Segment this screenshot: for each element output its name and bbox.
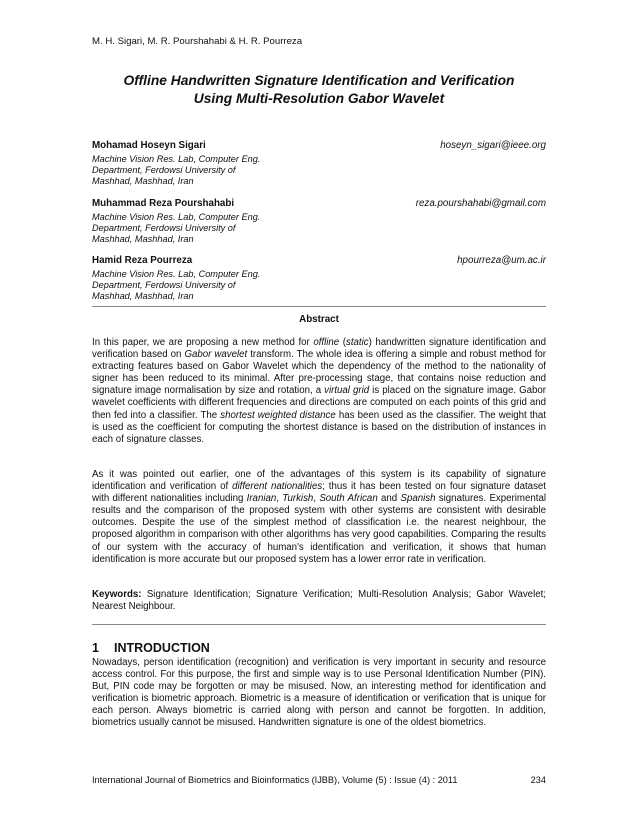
section-heading xyxy=(92,641,210,655)
page-number: 234 xyxy=(530,775,546,785)
abstract-paragraph-2: As it was pointed out earlier, one of the advantages of this system is its capability of signature identification and verification of different nationalities; thus it has been tested on four signature dataset with different nationalities including Iranian, Turkish, South African and Spanish signatures. Experimental results and the comparison of the proposed system with other systems are consistent with desirable outcomes. Despite the use of the simplest method of classification i.e. the nearest neighbour, the proposed algorithm in comparison with other algorithms has very good capabilities. Comparing the results of our system with the accuracy of human's identification and verification, it shows that human identification is more accurate but our proposed system has a lower error rate in verification. xyxy=(92,469,547,565)
title-line-2: Using Multi-Resolution Gabor Wavelet xyxy=(193,91,445,106)
author-email[interactable]: hpourreza@um.ac.ir xyxy=(457,255,546,266)
author-affiliation: Machine Vision Res. Lab, Computer Eng. xyxy=(92,154,261,164)
abstract-paragraph-1: In this paper, we are proposing a new method for offline (static) handwritten signature identification and verification based on Gabor wavelet transform. The whole idea is offering a simple and robust method for extracting features based on Gabor Wavelet which the dependency of the method to the nationality of signer has been reduced to its minimal. After pre-processing stage, that contains noise reduction and signature image normalisation by size and rotation, a virtual grid is placed on the signature image. Gabor wavelet coefficients with different frequencies and directions are computed on each points of this grid and then fed into a classifier. The shortest weighted distance has been used as the classifier. The weight that is used as the coefficient for computing the shortest distance is based on the distribution of instances in each of signature classes. xyxy=(92,337,546,445)
journal-citation: International Journal of Biometrics and Bioinformatics (IJBB), Volume (5) : Issue (4) : 2011 xyxy=(92,775,458,785)
author-affiliation: Machine Vision Res. Lab, Computer Eng. xyxy=(92,269,261,279)
page-footer xyxy=(92,775,546,785)
author-affiliation: Department, Ferdowsi University of xyxy=(92,280,236,290)
author-name: Hamid Reza Pourreza xyxy=(92,255,193,266)
section-number: 1 xyxy=(92,641,99,655)
author-email[interactable]: hoseyn_sigari@ieee.org xyxy=(440,140,546,151)
keywords-text: Signature Identification; Signature Verification; Multi-Resolution Analysis; Gabor Wavelet; Nearest Neighbour. xyxy=(92,589,546,613)
paper-title xyxy=(92,72,546,108)
author-email[interactable]: reza.pourshahabi@gmail.com xyxy=(415,198,546,209)
keywords-label: Keywords: xyxy=(92,589,142,600)
abstract-heading: Abstract xyxy=(299,314,339,325)
author-block-3 xyxy=(92,255,546,302)
author-affiliation: Department, Ferdowsi University of xyxy=(92,223,236,233)
author-affiliation: Mashhad, Mashhad, Iran xyxy=(92,176,194,186)
title-line-1: Offline Handwritten Signature Identification and Verification xyxy=(123,73,515,88)
author-affiliation: Department, Ferdowsi University of xyxy=(92,165,236,175)
author-affiliation: Mashhad, Mashhad, Iran xyxy=(92,234,194,244)
author-block-2 xyxy=(92,198,546,245)
author-affiliation: Mashhad, Mashhad, Iran xyxy=(92,291,194,301)
section-body: Nowadays, person identification (recognition) and verification is very important in security and resource access control. For this purpose, the first and simple way is to use Personal Identification Number (PIN). But, PIN code may be forgotten or may be misused. Now, an interesting method for identification and verification is biometric approach. Biometric is a measure of identification or verification that is unique for each person. Always biometric is carried along with person and cannot be forgotten. In addition, biometrics usually cannot be misused. Handwritten signature is one of the oldest biometrics. xyxy=(92,657,546,729)
author-affiliation: Machine Vision Res. Lab, Computer Eng. xyxy=(92,212,261,222)
author-name: Mohamad Hoseyn Sigari xyxy=(92,140,206,151)
section-title: INTRODUCTION xyxy=(114,641,210,655)
running-head: M. H. Sigari, M. R. Pourshahabi & H. R. Pourreza xyxy=(92,36,303,47)
divider xyxy=(92,306,546,307)
divider xyxy=(92,624,546,625)
author-block-1 xyxy=(92,140,546,187)
author-name: Muhammad Reza Pourshahabi xyxy=(92,198,235,209)
keywords xyxy=(92,589,546,613)
